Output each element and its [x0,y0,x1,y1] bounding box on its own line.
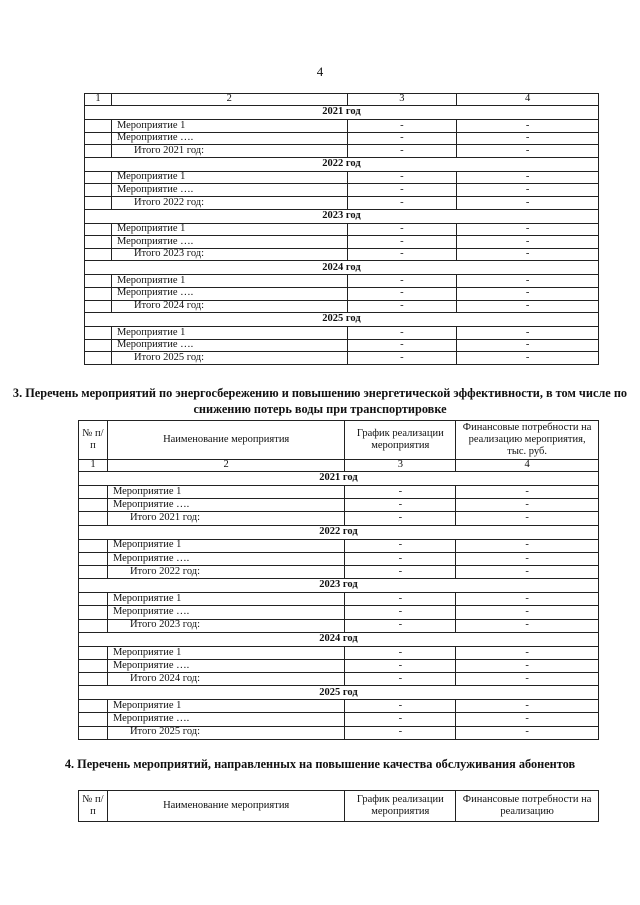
row-number [79,646,108,659]
year-row [79,632,599,646]
activity-row [85,120,599,133]
activity-row [79,606,599,619]
schedule-value: - [345,552,456,565]
activity-name: Мероприятие …. [111,132,347,145]
finance-value: - [456,499,599,512]
row-number [85,287,112,300]
year-row [85,106,599,120]
schedule-value: - [345,673,456,686]
schedule-value: - [345,565,456,578]
finance-value: - [456,726,599,739]
year-row [85,313,599,327]
year-label: 2022 год [85,157,599,171]
activity-row [79,700,599,713]
finance-value: - [457,120,599,133]
header-schedule: График реализации мероприятия [345,421,456,460]
activity-name: Мероприятие …. [107,552,344,565]
activity-row [79,659,599,672]
activity-name: Мероприятие …. [107,606,344,619]
column-number: 4 [456,460,599,472]
total-row [85,145,599,158]
activity-row [79,552,599,565]
finance-value: - [456,673,599,686]
finance-value: - [457,196,599,209]
schedule-value: - [347,196,457,209]
table-header-row [79,791,599,822]
schedule-value: - [347,236,457,249]
row-number [79,606,108,619]
activity-name: Мероприятие …. [111,184,347,197]
column-number: 1 [85,94,112,106]
row-number [79,486,108,499]
year-total-label: Итого 2025 год: [111,352,347,365]
total-row [85,300,599,313]
total-row [79,726,599,739]
finance-value: - [456,552,599,565]
finance-value: - [457,171,599,184]
row-number [79,700,108,713]
finance-value: - [457,145,599,158]
row-number [85,184,112,197]
year-total-label: Итого 2021 год: [107,512,344,525]
schedule-value: - [345,593,456,606]
column-number: 2 [107,460,344,472]
schedule-value: - [345,619,456,632]
activity-row [85,132,599,145]
column-number-row [85,94,599,106]
finance-value: - [457,327,599,340]
activity-row [79,499,599,512]
activity-row [79,486,599,499]
finance-value: - [457,223,599,236]
year-label: 2021 год [79,472,599,486]
activity-row [85,184,599,197]
row-number [85,196,112,209]
schedule-value: - [345,700,456,713]
year-row [85,261,599,275]
header-number: № п/п [79,421,108,460]
activity-name: Мероприятие …. [107,499,344,512]
column-number: 3 [347,94,457,106]
total-row [79,512,599,525]
activity-name: Мероприятие 1 [107,486,344,499]
activity-name: Мероприятие 1 [111,275,347,288]
schedule-value: - [345,499,456,512]
year-label: 2025 год [85,313,599,327]
row-number [79,539,108,552]
activity-row [79,713,599,726]
finance-value: - [456,512,599,525]
row-number [79,512,108,525]
page-number: 4 [316,64,324,79]
schedule-value: - [347,275,457,288]
total-row [85,196,599,209]
finance-value: - [457,275,599,288]
schedule-value: - [345,486,456,499]
finance-value: - [457,184,599,197]
row-number [79,726,108,739]
activity-row [79,646,599,659]
schedule-value: - [345,726,456,739]
total-row [85,248,599,261]
finance-value: - [456,486,599,499]
row-number [79,565,108,578]
schedule-value: - [347,339,457,352]
row-number [79,659,108,672]
header-name: Наименование мероприятия [107,421,344,460]
year-total-label: Итого 2022 год: [107,565,344,578]
column-number: 4 [457,94,599,106]
finance-value: - [456,619,599,632]
row-number [85,223,112,236]
schedule-value: - [347,352,457,365]
schedule-value: - [345,713,456,726]
year-total-label: Итого 2022 год: [111,196,347,209]
row-number [85,300,112,313]
year-row [85,209,599,223]
finance-value: - [457,352,599,365]
schedule-value: - [345,539,456,552]
finance-value: - [457,339,599,352]
year-label: 2021 год [85,106,599,120]
schedule-value: - [347,300,457,313]
year-label: 2023 год [79,579,599,593]
finance-value: - [456,606,599,619]
year-total-label: Итого 2024 год: [111,300,347,313]
header-name: Наименование мероприятия [107,791,344,822]
schedule-value: - [347,287,457,300]
year-row [79,525,599,539]
activity-name: Мероприятие 1 [107,700,344,713]
row-number [85,339,112,352]
year-total-label: Итого 2023 год: [111,248,347,261]
schedule-value: - [347,171,457,184]
finance-value: - [457,132,599,145]
finance-value: - [456,713,599,726]
column-number: 3 [345,460,456,472]
row-number [85,327,112,340]
row-number [85,236,112,249]
activity-row [85,339,599,352]
year-label: 2025 год [79,686,599,700]
finance-value: - [456,593,599,606]
schedule-value: - [347,248,457,261]
year-row [79,472,599,486]
activity-name: Мероприятие 1 [107,593,344,606]
header-finance: Финансовые потребности на реализацию [456,791,599,822]
row-number [79,552,108,565]
finance-value: - [457,287,599,300]
schedule-value: - [347,120,457,133]
schedule-value: - [347,145,457,158]
section-4-title: 4. Перечень мероприятий, направленных на повышение качества обслуживания абонентов [64,757,576,771]
row-number [79,499,108,512]
schedule-value: - [347,223,457,236]
total-row [79,619,599,632]
table-header-row [79,421,599,460]
total-row [85,352,599,365]
schedule-value: - [347,327,457,340]
row-number [85,248,112,261]
activity-row [85,236,599,249]
year-row [79,686,599,700]
activity-name: Мероприятие …. [107,659,344,672]
finance-value: - [456,565,599,578]
table-section-2-continued [84,93,599,365]
activity-name: Мероприятие 1 [111,223,347,236]
row-number [85,171,112,184]
year-label: 2023 год [85,209,599,223]
header-number: № п/п [79,791,108,822]
row-number [85,275,112,288]
activity-row [85,287,599,300]
activity-row [85,171,599,184]
year-row [85,157,599,171]
activity-name: Мероприятие 1 [111,120,347,133]
activity-row [79,593,599,606]
activity-row [85,275,599,288]
schedule-value: - [347,184,457,197]
year-total-label: Итого 2021 год: [111,145,347,158]
table-section-3 [78,420,599,740]
activity-name: Мероприятие …. [111,236,347,249]
row-number [79,673,108,686]
year-total-label: Итого 2024 год: [107,673,344,686]
year-label: 2024 год [85,261,599,275]
year-total-label: Итого 2025 год: [107,726,344,739]
activity-name: Мероприятие 1 [111,327,347,340]
row-number [79,713,108,726]
finance-value: - [456,700,599,713]
schedule-value: - [345,512,456,525]
activity-row [85,327,599,340]
finance-value: - [457,236,599,249]
total-row [79,673,599,686]
row-number [79,619,108,632]
row-number [85,352,112,365]
row-number [79,593,108,606]
row-number [85,145,112,158]
activity-name: Мероприятие …. [111,339,347,352]
total-row [79,565,599,578]
activity-name: Мероприятие 1 [107,539,344,552]
column-number: 2 [111,94,347,106]
column-number-row [79,460,599,472]
activity-name: Мероприятие 1 [111,171,347,184]
year-label: 2024 год [79,632,599,646]
schedule-value: - [345,659,456,672]
finance-value: - [457,300,599,313]
year-total-label: Итого 2023 год: [107,619,344,632]
activity-name: Мероприятие …. [111,287,347,300]
header-schedule: График реализации мероприятия [345,791,456,822]
finance-value: - [457,248,599,261]
finance-value: - [456,659,599,672]
column-number: 1 [79,460,108,472]
activity-row [85,223,599,236]
activity-name: Мероприятие 1 [107,646,344,659]
year-label: 2022 год [79,525,599,539]
year-row [79,579,599,593]
table-section-4 [78,790,599,822]
schedule-value: - [345,646,456,659]
activity-row [79,539,599,552]
header-finance: Финансовые потребности на реализацию мероприятия, тыс. руб. [456,421,599,460]
activity-name: Мероприятие …. [107,713,344,726]
row-number [85,120,112,133]
schedule-value: - [345,606,456,619]
finance-value: - [456,539,599,552]
finance-value: - [456,646,599,659]
row-number [85,132,112,145]
schedule-value: - [347,132,457,145]
section-3-title: 3. Перечень мероприятий по энергосбережению и повышению энергетической эффективности, в том числе по снижению потерь воды при транспортировке [12,386,628,416]
